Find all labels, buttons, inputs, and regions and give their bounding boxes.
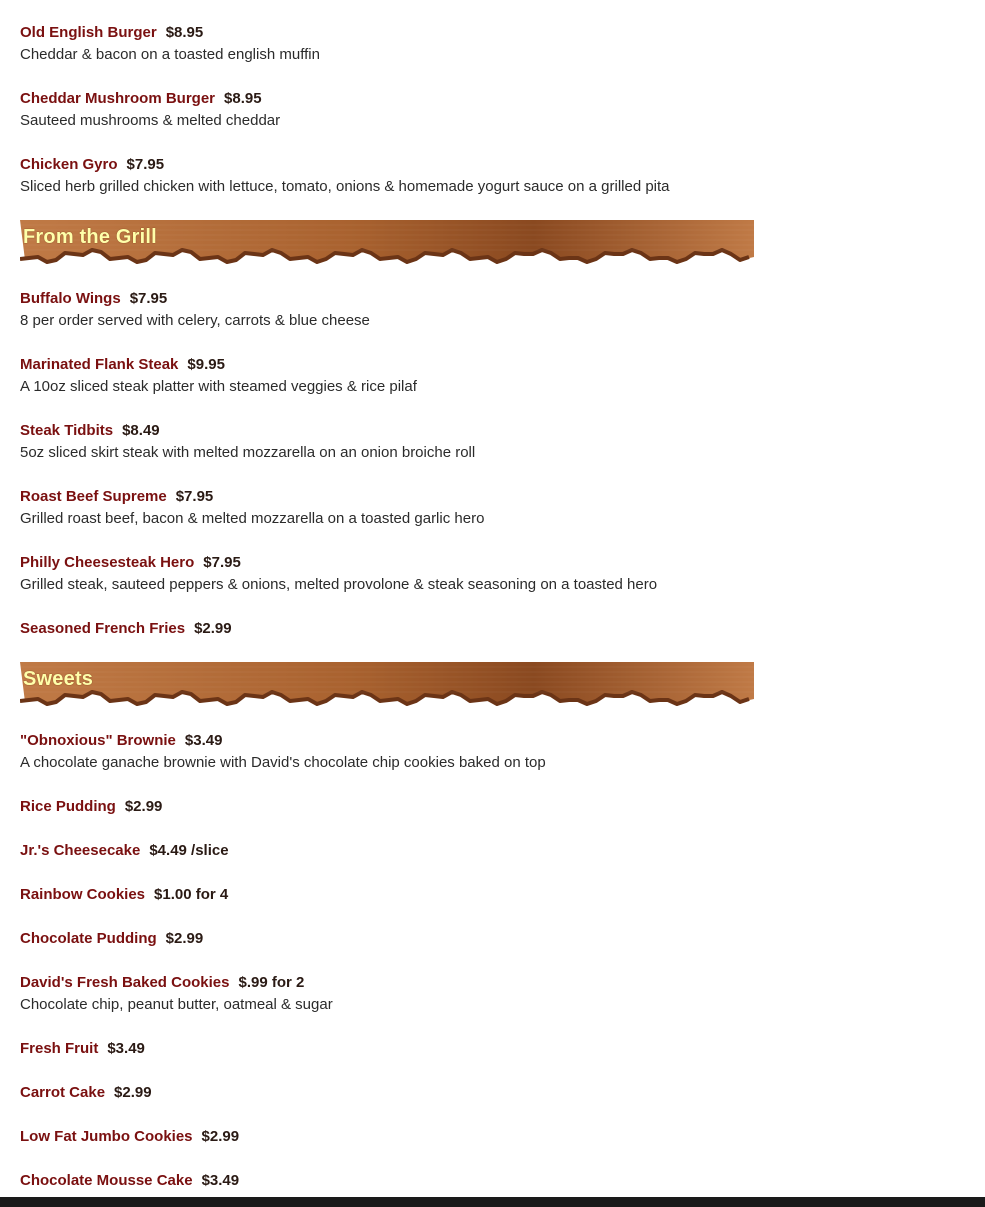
menu-content [20,0,780,1207]
section-banner [20,662,754,710]
section-title: Sweets [23,668,94,690]
menu-item-name: Rainbow Cookies [20,886,146,903]
menu-item-heading [20,154,780,176]
menu-item-heading [20,288,780,310]
menu-item [20,1082,780,1104]
menu-item [20,22,780,66]
menu-item-name: David's Fresh Baked Cookies [20,974,230,991]
menu-item-description: A 10oz sliced steak platter with steamed veggies & rice pilaf [20,378,417,395]
menu-item-heading [20,928,780,950]
menu-item-price: $2.99 [194,620,232,637]
menu-item-price: $7.95 [203,554,241,571]
menu-item-price: $7.95 [129,290,168,307]
menu-item-heading [20,618,780,640]
menu-item-heading [20,22,780,44]
menu-item-name: Carrot Cake [20,1084,106,1101]
menu-item-name: Philly Cheesesteak Hero [20,554,195,571]
menu-item-description: 8 per order served with celery, carrots & blue cheese [20,312,370,329]
section-title: From the Grill [23,226,157,248]
menu-item-price: $.99 for 2 [238,974,305,991]
menu-item-name: Roast Beef Supreme [20,488,167,505]
menu-item-name: Chicken Gyro [20,156,118,173]
menu-item-price: $7.95 [175,488,214,505]
menu-item-name: Seasoned French Fries [20,620,186,637]
menu-item-price: $9.95 [187,356,225,373]
menu-item [20,1038,780,1060]
footer-bar [0,1197,985,1207]
menu-item-price: $2.99 [165,930,204,947]
menu-item-name: Chocolate Pudding [20,930,157,947]
menu-item-name: Low Fat Jumbo Cookies [20,1128,193,1145]
menu-item-price: $3.49 [184,732,223,749]
menu-item-price: $2.99 [124,798,163,815]
menu-item [20,288,780,332]
menu-item [20,884,780,906]
menu-item [20,486,780,530]
menu-item-heading [20,796,780,818]
menu-item-heading [20,730,780,752]
menu-item-description: Chocolate chip, peanut butter, oatmeal & sugar [20,996,333,1013]
menu-item-price: $7.95 [126,156,165,173]
section-banner-background [20,662,754,710]
menu-item-price: $2.99 [114,1084,152,1101]
menu-item [20,840,780,862]
menu-item-heading [20,1126,780,1148]
menu-item-description: Sauteed mushrooms & melted cheddar [20,112,281,129]
menu-item [20,154,780,198]
menu-item-price: $3.49 [201,1172,240,1189]
menu-item-price: $2.99 [201,1128,240,1145]
menu-item-heading [20,1170,780,1192]
menu-item-name: Cheddar Mushroom Burger [20,90,216,107]
menu-section [20,220,780,640]
menu-item-name: "Obnoxious" Brownie [20,732,176,749]
menu-item-price: $3.49 [107,1040,145,1057]
menu-item-heading [20,840,780,862]
menu-item-name: Jr.'s Cheesecake [20,842,141,859]
menu-item [20,420,780,464]
menu-item-price: $4.49 /slice [149,842,229,859]
menu-section [20,662,780,1192]
menu-items-top [20,0,780,198]
menu-item-name: Chocolate Mousse Cake [20,1172,193,1189]
menu-item [20,972,780,1016]
menu-item-heading [20,1082,780,1104]
menu-item-description: Cheddar & bacon on a toasted english muffin [20,46,320,63]
menu-item [20,354,780,398]
menu-item-name: Rice Pudding [20,798,116,815]
menu-item-price: $1.00 for 4 [154,886,229,903]
menu-item [20,88,780,132]
menu-item-price: $8.49 [122,422,160,439]
menu-item-heading [20,354,780,376]
menu-sections [20,220,780,1192]
menu-item-price: $8.95 [165,24,204,41]
menu-item-heading [20,972,780,994]
menu-item-price: $8.95 [224,90,262,107]
menu-item-heading [20,1038,780,1060]
menu-item [20,1126,780,1148]
menu-item-description: Sliced herb grilled chicken with lettuce, tomato, onions & homemade yogurt sauce on a grilled pita [20,178,670,195]
menu-item-heading [20,486,780,508]
menu-item-name: Marinated Flank Steak [20,356,179,373]
menu-item [20,928,780,950]
menu-item-name: Old English Burger [20,24,157,41]
menu-item [20,552,780,596]
menu-item-description: Grilled steak, sauteed peppers & onions, melted provolone & steak seasoning on a toasted hero [20,576,658,593]
menu-item [20,618,780,640]
menu-item-description: Grilled roast beef, bacon & melted mozzarella on a toasted garlic hero [20,510,485,527]
menu-item-description: 5oz sliced skirt steak with melted mozzarella on an onion broiche roll [20,444,476,461]
menu-item-name: Fresh Fruit [20,1040,99,1057]
menu-item-heading [20,420,780,442]
menu-item-heading [20,884,780,906]
menu-item [20,796,780,818]
menu-item-name: Buffalo Wings [20,290,121,307]
menu-item-name: Steak Tidbits [20,422,114,439]
menu-item-description: A chocolate ganache brownie with David's chocolate chip cookies baked on top [20,754,546,771]
menu-item-heading [20,552,780,574]
section-banner [20,220,754,268]
menu-item [20,730,780,774]
menu-item-heading [20,88,780,110]
menu-item [20,1170,780,1192]
